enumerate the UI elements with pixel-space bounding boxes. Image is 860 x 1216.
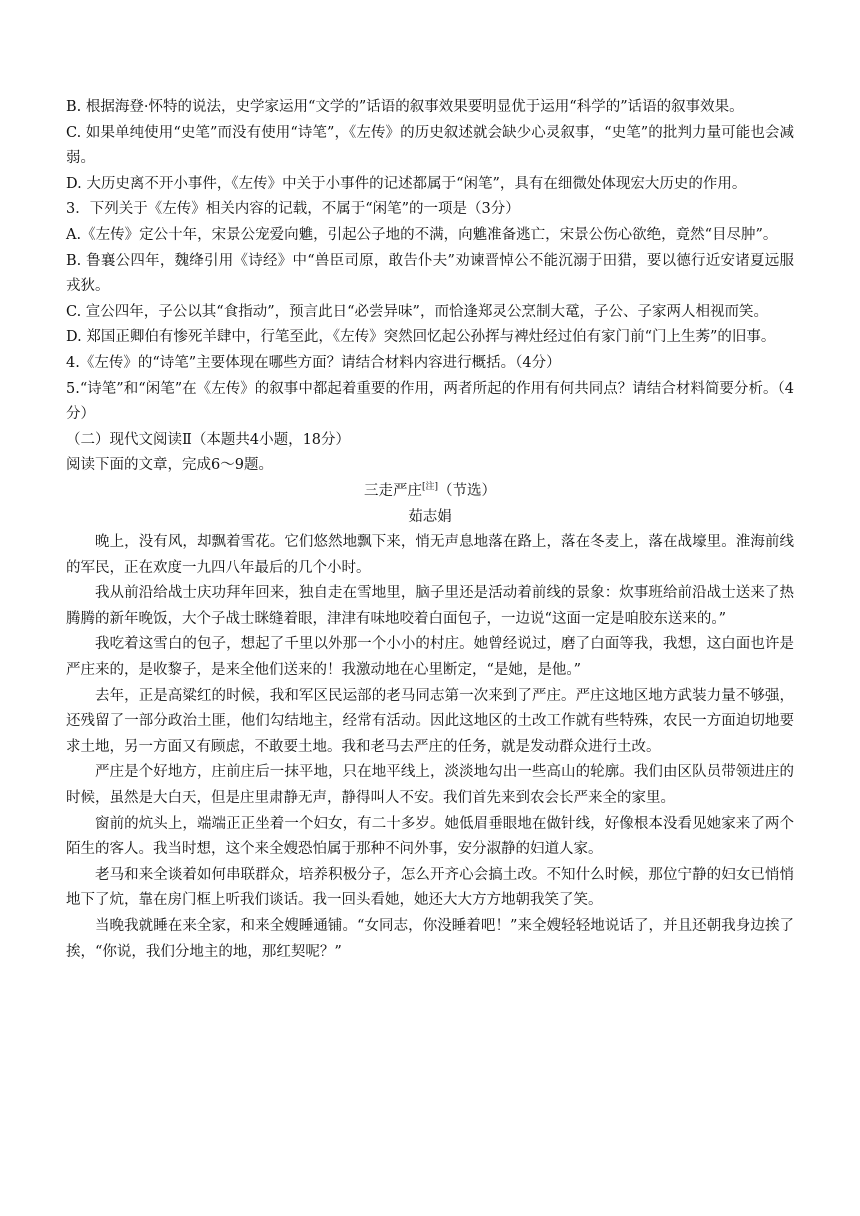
question-3-option-d: D. 郑国正卿伯有惨死羊肆中，行笔至此，《左传》突然回忆起公孙挥与裨灶经过伯有家门前“门上生莠”的旧事。 <box>66 329 776 346</box>
question-3-option-b: B. 鲁襄公四年，魏绛引用《诗经》中“兽臣司原，敢告仆夫”劝谏晋悼公不能沉溺于田猎，要以德行近安诸夏远服戎狄。 <box>66 252 794 295</box>
article-paragraph: 当晚我就睡在来全家，和来全嫂睡通铺。“女同志，你没睡着吧！”来全嫂轻轻地说话了，并且还朝我身边挨了挨，“你说，我们分地主的地，那红契呢？” <box>66 918 794 960</box>
question-3-option-c: C. 宣公四年，子公以其“食指动”，预言此日“必尝异味”，而恰逢郑灵公烹制大鼋，子公、子家两人相视而笑。 <box>66 303 768 320</box>
article-title-text: 三走严庄 <box>363 482 422 499</box>
article-title-suffix: （节选） <box>438 482 497 499</box>
question-2-option-d: D. 大历史离不开小事件，《左传》中关于小事件的记述都属于“闲笔”，具有在细微处体现宏大历史的作用。 <box>66 175 747 192</box>
question-2-option-c: C. 如果单纯使用“史笔”而没有使用“诗笔”，《左传》的历史叙述就会缺少心灵叙事，“史笔”的批判力量可能也会减弱。 <box>66 124 794 167</box>
section-heading: （二）现代文阅读Ⅱ（本题共4小题，18分） <box>66 431 351 448</box>
article-note-mark: [注] <box>421 482 439 493</box>
questions-block <box>66 95 794 530</box>
question-3-option-a: A.《左传》定公十年，宋景公宠爱向魋，引起公子地的不满，向魋准备逃亡，宋景公伤心欲绝，竟然“目尽肿”。 <box>66 226 778 243</box>
article-body <box>66 530 794 965</box>
article-paragraph: 晚上，没有风，却飘着雪花。它们悠然地飘下来，悄无声息地落在路上，落在冬麦上，落在战壕里。淮海前线的军民，正在欢度一九四八年最后的几个小时。 <box>66 534 794 576</box>
article-paragraph: 我从前沿给战士庆功拜年回来，独自走在雪地里，脑子里还是活动着前线的景象：炊事班给前沿战士送来了热腾腾的新年晚饭，大个子战士眯缝着眼，津津有味地咬着白面包子，一边说“这面一定是咱胶东送来的。” <box>66 585 794 627</box>
question-2-option-b: B. 根据海登·怀特的说法，史学家运用“文学的”话语的叙事效果要明显优于运用“科学的”话语的叙事效果。 <box>66 99 744 115</box>
question-3-stem: 3．下列关于《左传》相关内容的记载，不属于“闲笔”的一项是（3分） <box>66 201 520 218</box>
article-paragraph: 窗前的炕头上，端端正正坐着一个妇女，有二十多岁。她低眉垂眼地在做针线，好像根本没看见她家来了两个陌生的客人。我当时想，这个来全嫂恐怕属于那种不问外事，安分淑静的妇道人家。 <box>66 815 794 858</box>
article-author: 茹志娟 <box>408 508 452 525</box>
article-paragraph: 严庄是个好地方，庄前庄后一抹平地，只在地平线上，淡淡地勾出一些高山的轮廓。我们由区队员带领进庄的时候，虽然是大白天，但是庄里肃静无声，静得叫人不安。我们首先来到农会长严来全的家里。 <box>66 764 794 807</box>
article-paragraph: 老马和来全谈着如何串联群众，培养积极分子，怎么开齐心会搞土改。不知什么时候，那位宁静的妇女已悄悄地下了炕，靠在房门框上听我们谈话。我一回头看她，她还大大方方地朝我笑了笑。 <box>66 866 794 909</box>
question-4: 4.《左传》的“诗笔”主要体现在哪些方面？请结合材料内容进行概括。（4分） <box>66 354 561 371</box>
section-instruction: 阅读下面的文章，完成6～9题。 <box>66 457 273 474</box>
article-paragraph: 我吃着这雪白的包子，想起了千里以外那一个小小的村庄。她曾经说过，磨了白面等我，我想，这白面也许是严庄来的，是收黎子，是来全他们送来的！我激动地在心里断定，“是她，是他。” <box>66 636 794 679</box>
article-paragraph: 去年，正是高粱红的时候，我和军区民运部的老马同志第一次来到了严庄。严庄这地区地方武装力量不够强，还残留了一部分政治土匪，他们勾结地主，经常有活动。因此这地区的土改工作就有些特殊，农民一方面迫切地要求土地，另一方面又有顾虑，不敢要土地。我和老马去严庄的任务，就是发动群众进行土改。 <box>66 687 794 755</box>
article-title <box>66 479 794 505</box>
question-5: 5.“诗笔”和“闲笔”在《左传》的叙事中都起着重要的作用，两者所起的作用有何共同点？请结合材料简要分析。（4分） <box>66 380 794 423</box>
